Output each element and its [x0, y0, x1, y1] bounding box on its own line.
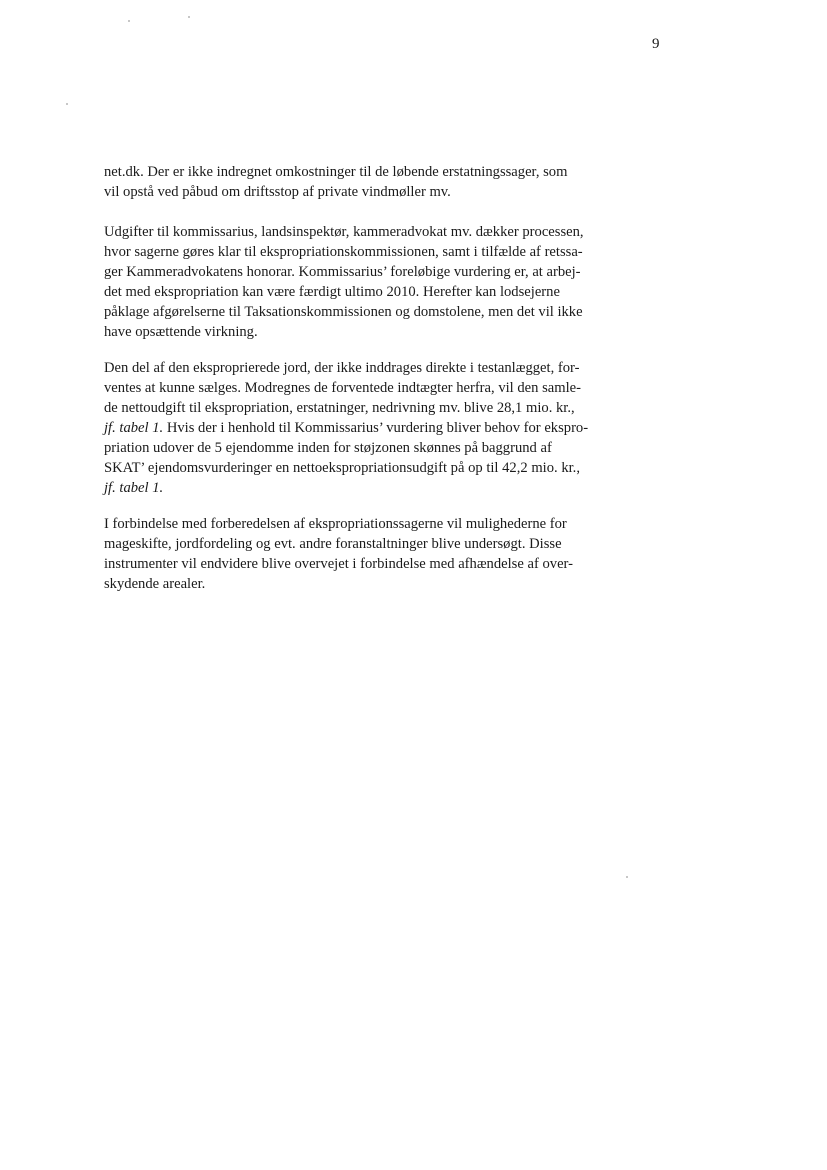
- text-line: [104, 478, 624, 498]
- text-line: Udgifter til kommissarius, landsinspektør, kammeradvokat mv. dækker processen,: [104, 224, 584, 240]
- scan-speck: [128, 20, 130, 22]
- text-line: ger Kammeradvokatens honorar. Kommissarius’ foreløbige vurdering er, at arbej-: [104, 264, 581, 280]
- text-line: hvor sagerne gøres klar til ekspropriationskommissionen, samt i tilfælde af retssa-: [104, 244, 583, 260]
- text-line: have opsættende virkning.: [104, 324, 258, 340]
- text-line: priation udover de 5 ejendomme inden for støjzonen skønnes på baggrund af: [104, 440, 552, 456]
- text-line: instrumenter vil endvidere blive overvejet i forbindelse med afhændelse af over-: [104, 556, 573, 572]
- text-line: I forbindelse med forberedelsen af ekspropriationssagerne vil mulighederne for: [104, 516, 567, 532]
- paragraph-4: [104, 514, 624, 594]
- text-line: SKAT’ ejendomsvurderinger en nettoekspropriationsudgift på op til 42,2 mio. kr.,: [104, 460, 580, 476]
- text-line: vil opstå ved påbud om driftsstop af private vindmøller mv.: [104, 184, 451, 200]
- text-line-rest: Hvis der i henhold til Kommissarius’ vurdering bliver behov for ekspro-: [163, 420, 589, 436]
- text-line: skydende arealer.: [104, 576, 206, 592]
- text-line: påklage afgørelserne til Taksationskommissionen og domstolene, men det vil ikke: [104, 304, 583, 320]
- page-number: 9: [652, 36, 660, 52]
- table-reference: jf. tabel 1.: [104, 420, 164, 436]
- scan-speck: [66, 103, 68, 105]
- table-reference: jf. tabel 1.: [104, 480, 164, 496]
- text-line: [104, 418, 624, 438]
- paragraph-1: [104, 162, 624, 202]
- scan-speck: [188, 16, 190, 18]
- text-line: net.dk. Der er ikke indregnet omkostninger til de løbende erstatningssager, som: [104, 164, 568, 180]
- text-line: mageskifte, jordfordeling og evt. andre foranstaltninger blive undersøgt. Disse: [104, 536, 562, 552]
- scan-speck: [626, 876, 628, 878]
- paragraph-2: [104, 222, 624, 342]
- text-line: ventes at kunne sælges. Modregnes de forventede indtægter herfra, vil den samle-: [104, 380, 581, 396]
- paragraph-3: [104, 358, 624, 498]
- text-line: de nettoudgift til ekspropriation, erstatninger, nedrivning mv. blive 28,1 mio. kr.,: [104, 400, 575, 416]
- text-line: Den del af den eksproprierede jord, der ikke inddrages direkte i testanlægget, for-: [104, 360, 580, 376]
- text-line: det med ekspropriation kan være færdigt ultimo 2010. Herefter kan lodsejerne: [104, 284, 560, 300]
